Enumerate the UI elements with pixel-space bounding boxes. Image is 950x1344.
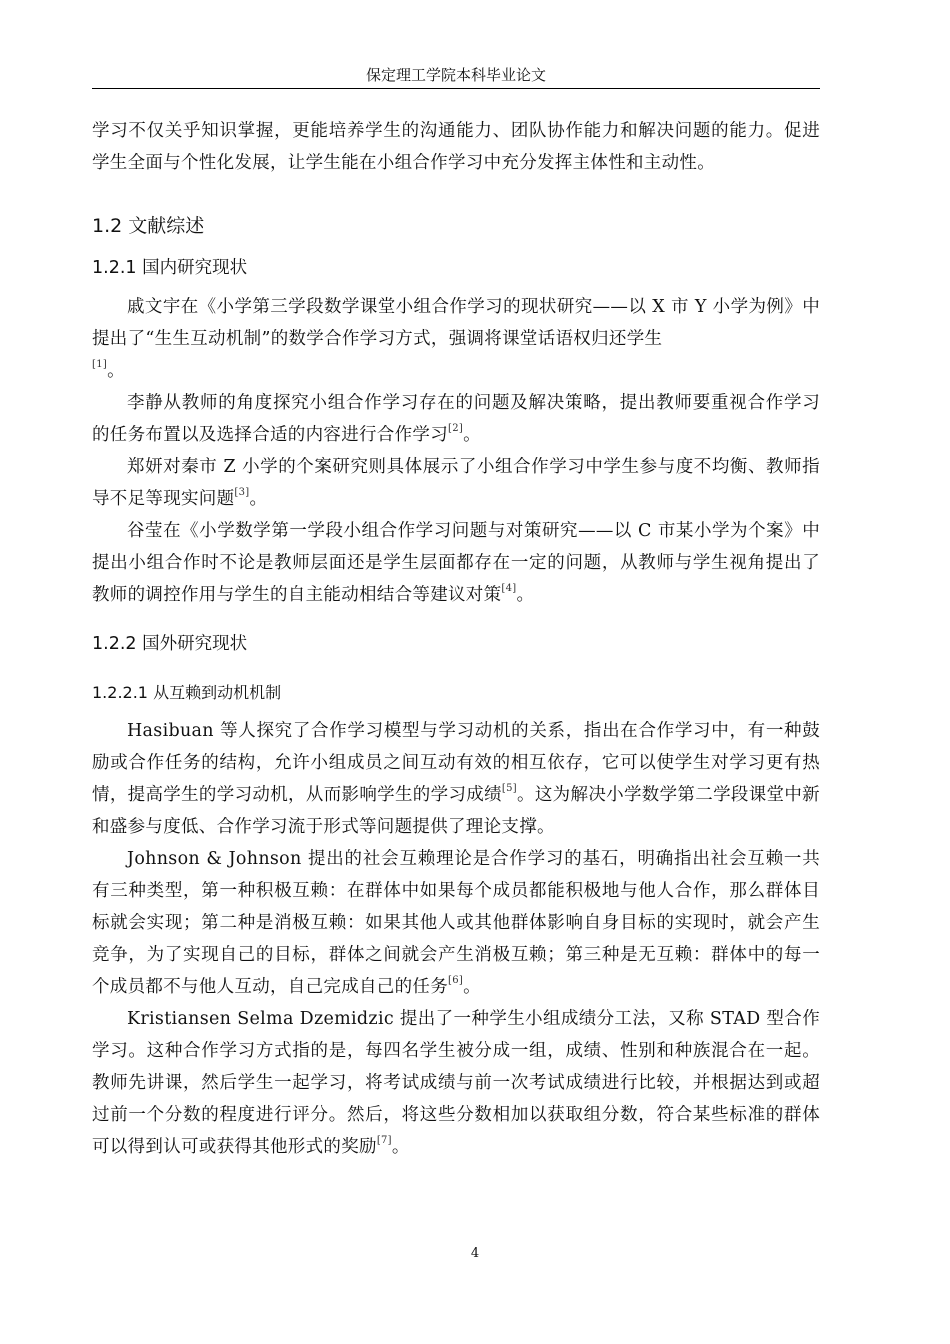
paragraph-domestic-4 (92, 515, 820, 611)
page-body (92, 115, 820, 1163)
page-number: 4 (470, 1246, 480, 1261)
section-heading-1-2-2: 1.2.2 国外研究现状 (92, 634, 248, 654)
paragraph-tail: 。 (516, 585, 535, 605)
running-header (92, 64, 820, 89)
paragraph-text: 戚文宇在《小学第三学段数学课堂小组合作学习的现状研究——以 X 市 Y 小学为例》中提出了“生生互动机制”的数学合作学习方式，强调将课堂话语权归还学生 (92, 297, 820, 349)
paragraph-domestic-1 (92, 291, 820, 387)
paragraph-tail: 。这为解决小学数学第二学段课堂中新和盛参与度低、合作学习流于形式等问题提供了理论支撑。 (92, 785, 820, 837)
paragraph-text: Johnson & Johnson 提出的社会互赖理论是合作学习的基石，明确指出社会互赖一共有三种类型，第一种积极互赖：在群体中如果每个成员都能积极地与他人合作，那么群体目标就会实现；第二种是消极互赖：如果其他人或其他群体影响自身目标的实现时，就会产生竞争，为了实现自己的目标，群体之间就会产生消极互赖；第三种是无互赖：群体中的每一个成员都不与他人互动，自己完成自己的任务 (92, 849, 820, 997)
paragraph-foreign-1 (92, 715, 820, 843)
paragraph-text: 郑妍对秦市 Z 小学的个案研究则具体展示了小组合作学习中学生参与度不均衡、教师指导不足等现实问题 (92, 457, 820, 509)
citation-ref: [4] (501, 583, 517, 594)
paragraph-domestic-2 (92, 387, 820, 451)
paragraph-text: Hasibuan 等人探究了合作学习模型与学习动机的关系，指出在合作学习中，有一种鼓励或合作任务的结构，允许小组成员之间互动有效的相互依存，它可以使学生对学习更有热情，提高学生的学习动机，从而影响学生的学习成绩 (92, 721, 820, 805)
paragraph-tail: 。 (391, 1137, 410, 1157)
section-heading-1-2-1: 1.2.1 国内研究现状 (92, 258, 248, 278)
citation-ref: [3] (234, 487, 250, 498)
paragraph-text: Kristiansen Selma Dzemidzic 提出了一种学生小组成绩分工法，又称 STAD 型合作学习。这种合作学习方式指的是，每四名学生被分成一组，成绩、性别和种族混合在一起。教师先讲课，然后学生一起学习，将考试成绩与前一次考试成绩进行比较，并根据达到或超过前一个分数的程度进行评分。然后，将这些分数相加以获取组分数，符合某些标准的群体可以得到认可或获得其他形式的奖励 (92, 1009, 820, 1157)
section-heading-1-2-2-1: 1.2.2.1 从互赖到动机机制 (92, 683, 282, 702)
section-heading-1-2: 1.2 文献综述 (92, 215, 205, 237)
paragraph-tail: 。 (463, 425, 481, 445)
paragraph-tail: 。 (249, 489, 268, 509)
paragraph-tail: 。 (463, 977, 481, 997)
paragraph-foreign-3 (92, 1003, 820, 1163)
paragraph-text: 李静从教师的角度探究小组合作学习存在的问题及解决策略，提出教师要重视合作学习的任务布置以及选择合适的内容进行合作学习 (92, 393, 820, 445)
paragraph-foreign-2 (92, 843, 820, 1003)
citation-ref: [5] (501, 783, 517, 794)
paragraph-tail: 。 (107, 361, 125, 381)
citation-ref: [6] (448, 975, 464, 986)
running-header-title: 保定理工学院本科毕业论文 (365, 66, 546, 84)
citation-ref: [7] (376, 1135, 392, 1146)
intro-paragraph: 学习不仅关乎知识掌握，更能培养学生的沟通能力、团队协作能力和解决问题的能力。促进学生全面与个性化发展，让学生能在小组合作学习中充分发挥主体性和主动性。 (92, 121, 820, 173)
paragraph-domestic-3 (92, 451, 820, 515)
paragraph-text: 谷莹在《小学数学第一学段小组合作学习问题与对策研究——以 C 市某小学为个案》中提出小组合作时不论是教师层面还是学生层面都存在一定的问题，从教师与学生视角提出了教师的调控作用与学生的自主能动相结合等建议对策 (92, 521, 820, 605)
citation-ref: [1] (92, 359, 108, 370)
citation-ref: [2] (448, 423, 464, 434)
